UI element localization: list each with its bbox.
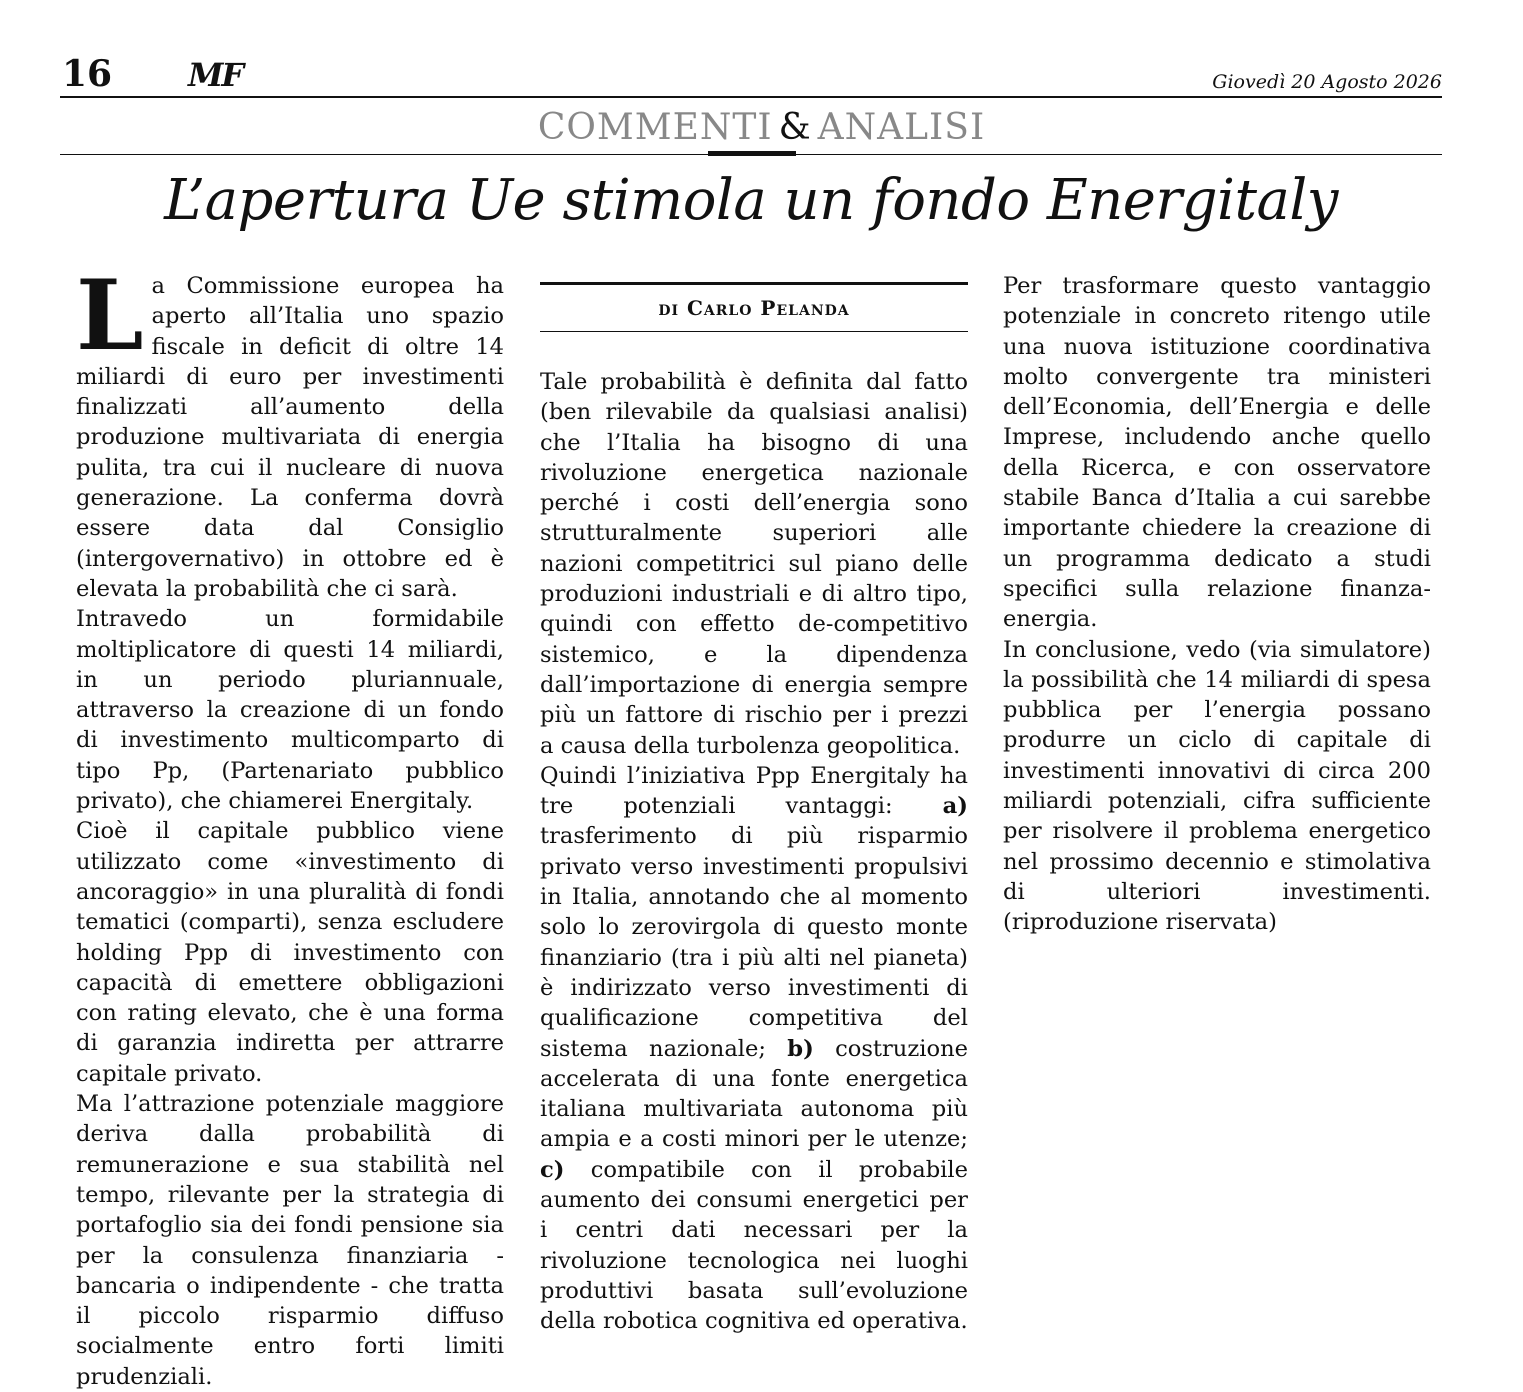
article-paragraph: Per trasformare questo vantaggio potenziale in concreto ritengo utile una nuova istituzione coordinativa molto convergente tra ministeri dell’Economia, dell’Energia e delle Imprese, includendo anche quello della Ricerca, e con osservatore stabile Banca d’Italia a cui sarebbe importante chiedere la creazione di un programma dedicato a studi specifici sulla relazione finanza-energia. (1003, 273, 1431, 633)
paragraph-text: compatibile con il probabile aumento dei consumi energetici per i centri dati necessari per la rivoluzione tecnologica nei luoghi produttivi basata sull’evoluzione della robotica cognitiva ed operativa. (540, 1156, 968, 1335)
issue-date: Giovedì 20 Agosto 2026 (1212, 71, 1442, 93)
article-paragraph (76, 259, 504, 604)
section-title (0, 108, 1523, 148)
page-header (60, 52, 1442, 98)
article-column-2 (540, 367, 968, 1337)
paragraph-text: Quindi l’iniziativa Ppp Energitaly ha tre potenziali vantaggi: (540, 762, 968, 820)
section-underline (708, 151, 796, 156)
list-label-b: b) (787, 1035, 814, 1062)
article-column-3 (1003, 271, 1431, 938)
article-column-1 (76, 259, 504, 1392)
author-byline (540, 282, 968, 332)
article-paragraph: Tale probabilità è definita dal fatto (ben rilevabile da qualsiasi analisi) che l’Italia ha bisogno di una rivoluzione energetica nazionale perché i costi dell’energia sono strutturalmente superiori alle nazioni competitrici sul piano delle produzioni industriali e di altro tipo, quindi con effetto de-competitivo sistemico, e la dipendenza dall’importazione di energia sempre più un fattore di rischio per i prezzi a causa della turbolenza geopolitica. (540, 369, 968, 759)
author-name: di Carlo Pelanda (658, 296, 850, 320)
section-title-right: ANALISI (817, 107, 986, 148)
page-number: 16 (62, 53, 113, 95)
paragraph-text: costruzione accelerata di una fonte energetica italiana multivariata autonoma più ampia e a costi minori per le utenze; (540, 1035, 969, 1153)
paragraph-text: trasferimento di più risparmio privato verso investimenti propulsivi in Italia, annotando che al momento solo lo zerovirgola di questo monte finanziario (tra i più alti nel pianeta) è indirizzato verso investimenti di qualificazione competitiva del sistema nazionale; (540, 823, 968, 1062)
list-label-a: a) (942, 793, 968, 820)
article-paragraph: Intravedo un formidabile moltiplicatore di questi 14 miliardi, in un periodo pluriannuale, attraverso la creazione di un fondo di investimento multicomparto di tipo Pp, (Partenariato pubblico privato), che chiamerei Energitaly. (76, 606, 504, 815)
drop-cap: L (76, 259, 144, 372)
section-title-amp: & (778, 107, 812, 148)
paragraph-text: a Commissione europea ha aperto all’Italia uno spazio fiscale in deficit di oltre 14 miliardi di euro per investimenti finalizzati all’aumento della produzione multivariata di energia pulita, tra cui il nucleare di nuova generazione. La conferma dovrà essere data dal Consiglio (intergovernativo) in ottobre ed è elevata la probabilità che ci sarà. (76, 273, 504, 602)
section-title-left: COMMENTI (537, 107, 773, 148)
article-headline: L’apertura Ue stimola un fondo Energitaly (164, 168, 1338, 233)
article-paragraph: In conclusione, vedo (via simulatore) la possibilità che 14 miliardi di spesa pubblica per l’energia possano produrre un ciclo di capitale di investimenti innovativi di circa 200 miliardi potenziali, cifra sufficiente per risolvere il problema energetico nel prossimo decennio e stimolativa di ulteriori investimenti. (riproduzione riservata) (1003, 636, 1431, 936)
list-label-c: c) (540, 1156, 565, 1183)
article-paragraph (540, 761, 968, 1337)
article-paragraph: Ma l’attrazione potenziale maggiore deriva dalla probabilità di remunerazione e sua stabilità nel tempo, rilevante per la strategia di portafoglio sia dei fondi pensione sia per la consulenza finanziaria - bancaria o indipendente - che tratta il piccolo risparmio diffuso socialmente entro forti limiti prudenziali. (76, 1091, 504, 1390)
article-paragraph: Cioè il capitale pubblico viene utilizzato come «investimento di ancoraggio» in una pluralità di fondi tematici (comparti), senza escludere holding Ppp di investimento con capacità di emettere obbligazioni con rating elevato, che è una forma di garanzia indiretta per attrarre capitale privato. (76, 818, 504, 1087)
newspaper-logo: MF (188, 56, 243, 94)
